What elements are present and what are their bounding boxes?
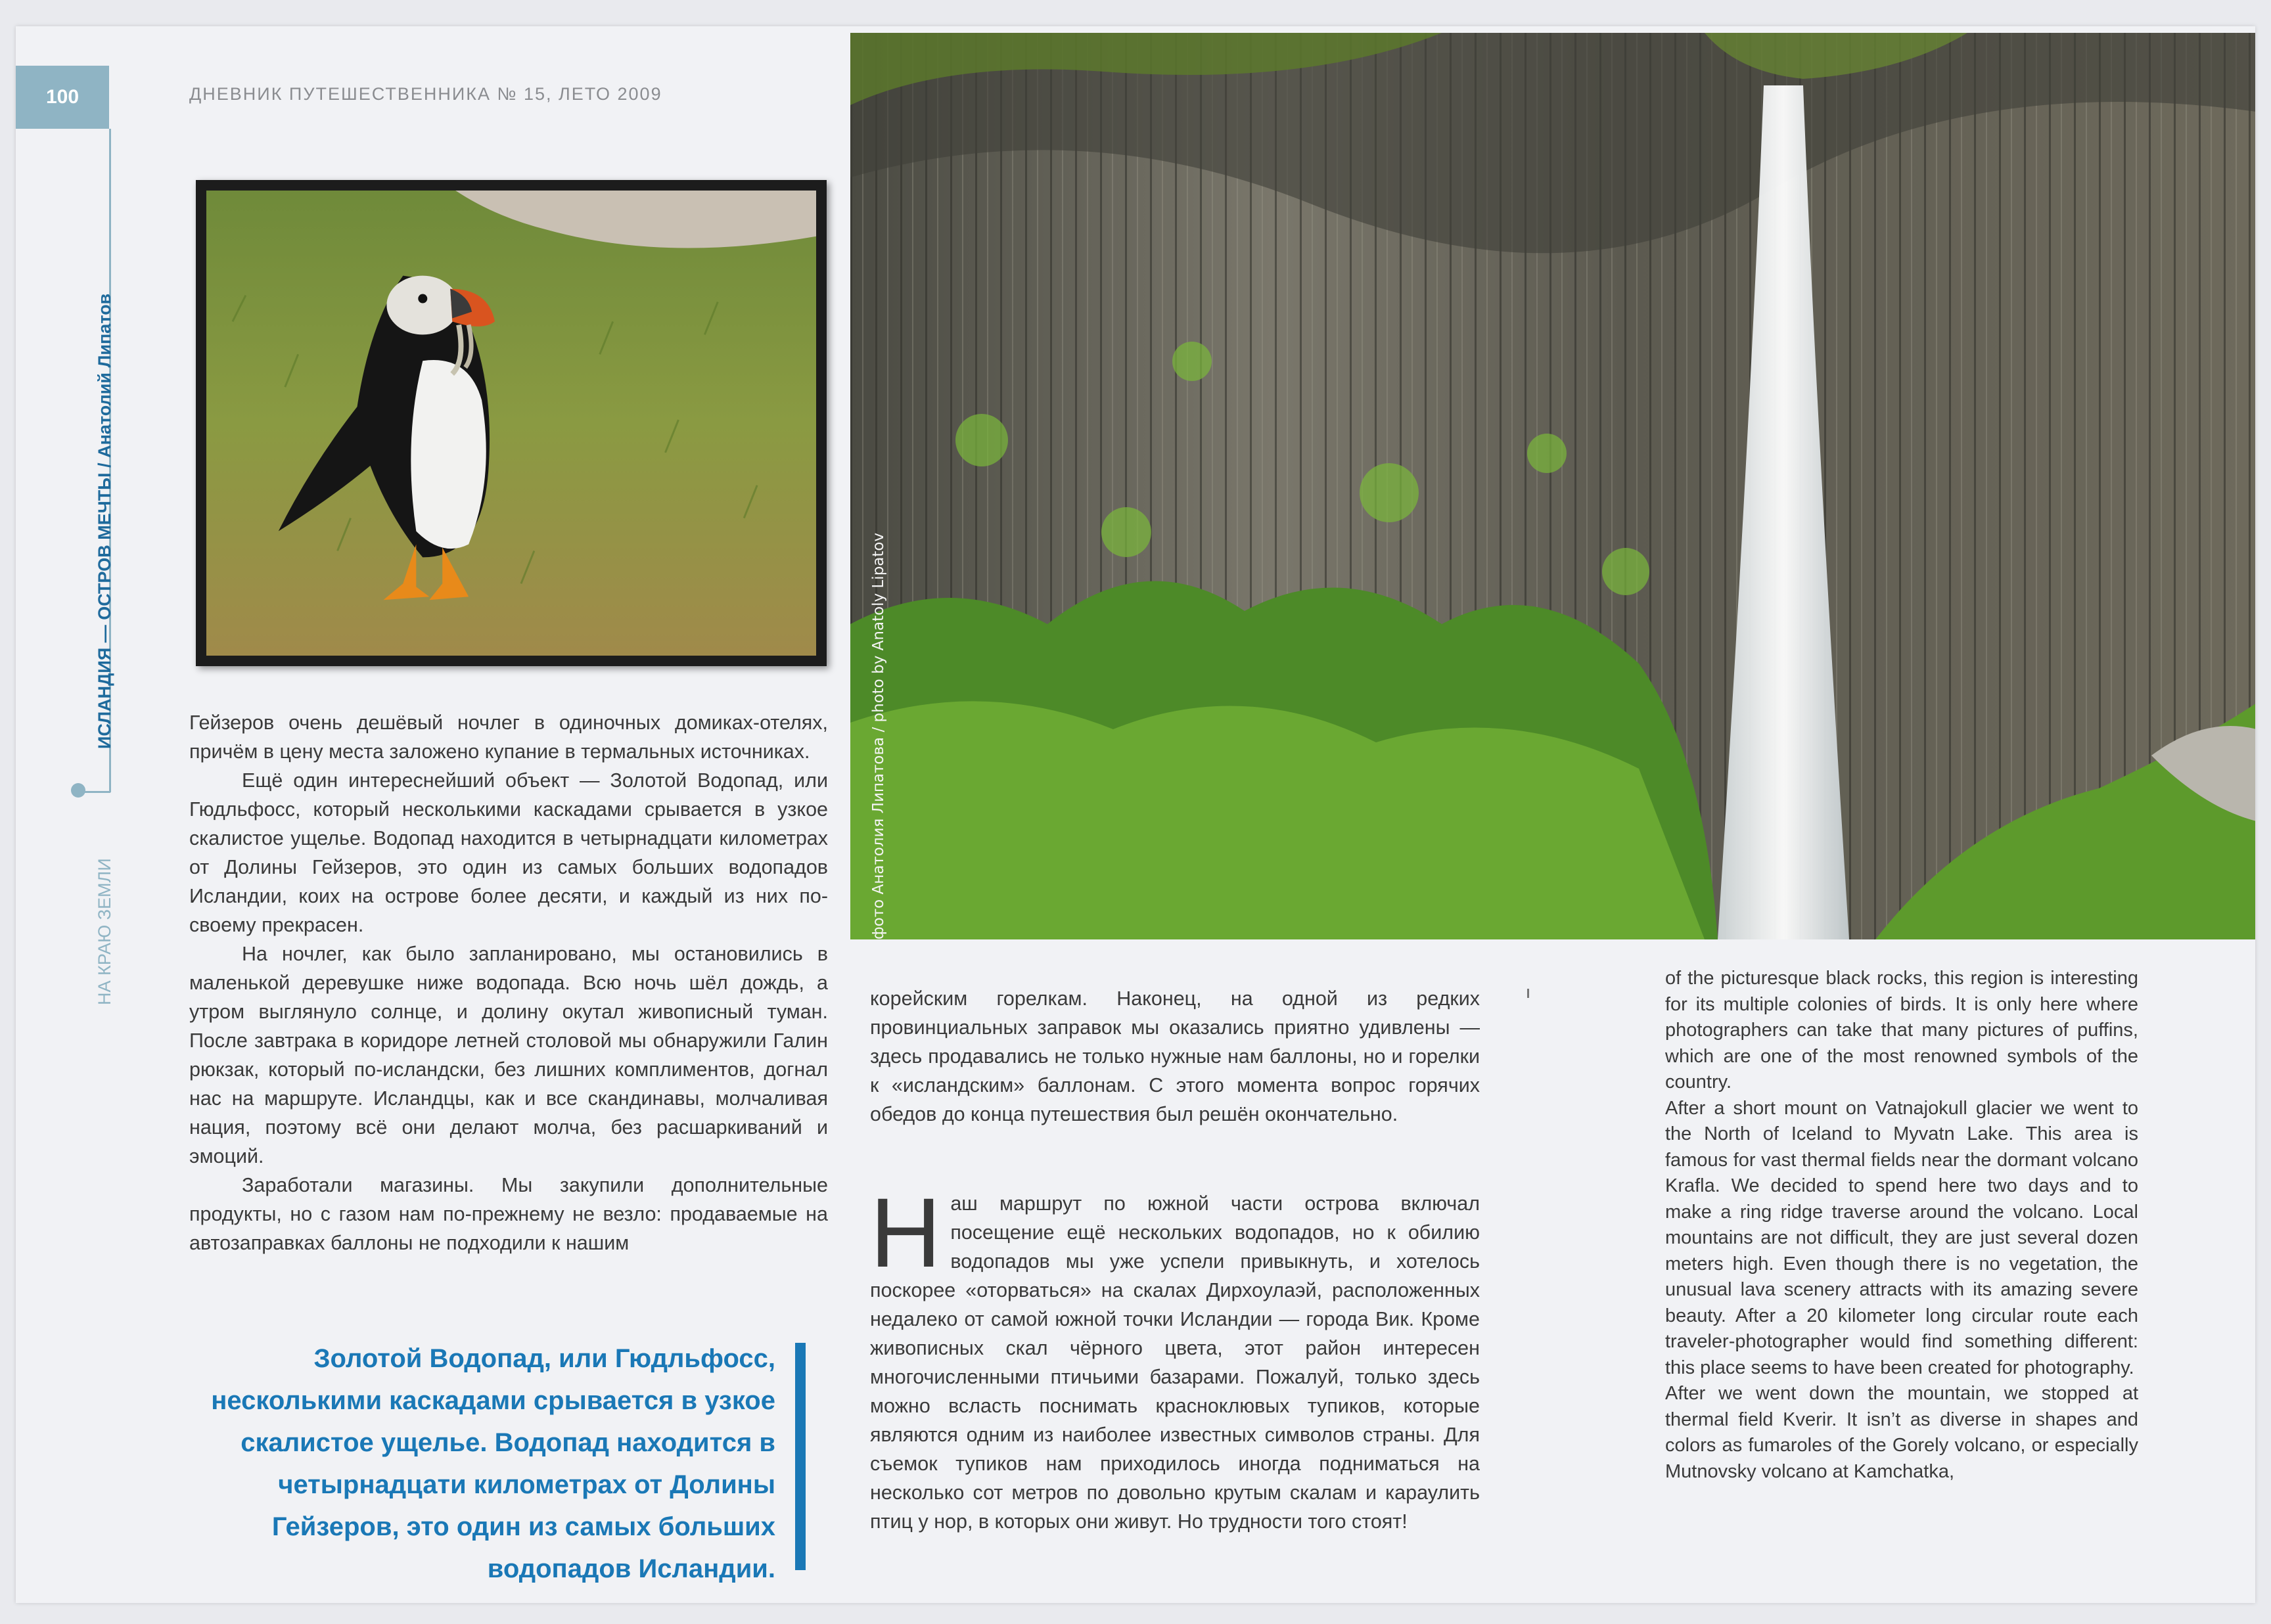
text-column-1 [189, 708, 828, 1257]
divider-mark [1527, 989, 1529, 998]
text-column-2-continued [870, 1177, 1480, 1536]
paragraph: After we went down the mountain, we stopped at thermal field Kverir. It isn’t as diverse in shapes and colors as fumaroles of the Gorely volcano, or especially Mutnovsky volcano at Kamchatka, [1665, 1383, 2138, 1482]
paragraph: Ещё один интереснейший объект — Золотой Водопад, или Гюдльфосс, который несколькими каскадами срывается в узкое скалистое ущелье. Водопад находится в четырнадцати километрах от Долины Гейзеров, это один из самых больших водопадов Исландии, коих на острове более десяти, и каждый из них по-своему прекрасен. [189, 769, 828, 936]
magazine-page [16, 26, 2255, 1603]
page-number: 100 [16, 66, 109, 129]
text-column-2 [870, 984, 1480, 1129]
paragraph: Заработали магазины. Мы закупили дополнительные продукты, но с газом нам по-прежнему не везло: продаваемые на автозаправках баллоны не подходили к нашим [189, 1174, 828, 1254]
article-title-vertical: ИСЛАНДИЯ — ОСТРОВ МЕЧТЫ / Анатолий Липатов [95, 293, 114, 749]
waterfall-photo [850, 33, 2255, 939]
paragraph: Гейзеров очень дешёвый ночлег в одиночных домиках-отелях, причём в цену места заложено купание в термальных источниках. [189, 711, 828, 763]
photo-credit: фото Анатолия Липатова / photo by Anatoly Lipatov [870, 532, 887, 939]
section-title-vertical: НА КРАЮ ЗЕМЛИ [95, 858, 114, 1005]
pull-quote: Золотой Водопад, или Гюдльфосс, несколькими каскадами срывается в узкое скалистое ущелье. Водопад находится в четырнадцати километрах от Долины Гейзеров, это один из самых больших водопадов Исландии. [211, 1344, 775, 1583]
paragraph: of the picturesque black rocks, this region is interesting for its multiple colonies of birds. It is only here where photographers can take that many pictures of puffins, which are one of the most renowned symbols of the country. [1665, 968, 2138, 1093]
drop-cap: Н [870, 1177, 942, 1288]
running-header: ДНЕВНИК ПУТЕШЕСТВЕННИКА № 15, ЛЕТО 2009 [189, 84, 662, 104]
paragraph: аш маршрут по южной части острова включал посещение ещё нескольких водопадов, но к обилию водопадов мы уже успели привыкнуть, и хотелось поскорее «оторваться» на скалах Дирхоулаэй, расположенных недалеко от самой южной точки Исландии — города Вик. Кроме живописных скал чёрного цвета, этот район интересен многочисленными птичьими базарами. Пожалуй, только здесь можно всласть поснимать красноклювых тупиков, которые являются одним из наиболее известных символов страны. Для съемок тупиков нам приходилось иногда подниматься на несколько сот метров по довольно крутым скалам и караулить птиц у нор, в которых они живут. Но трудности того стоят! [870, 1192, 1480, 1533]
paragraph: After a short mount on Vatnajokull glacier we went to the North of Iceland to Myvatn Lake. This area is famous for vast thermal fields near the dormant volcano Krafla. We decided to spend here two days and to make a ring ridge traverse around the volcano. Local mountains are not difficult, they are just several dozen meters high. Even though there is no vegetation, the unusual lava scenery attracts with its amazing severe beauty. After a 20 kilometer long circular route each traveler-photographer would find something different: this place seems to have been created for photography. [1665, 1097, 2138, 1378]
paragraph: корейским горелкам. Наконец, на одной из редких провинциальных заправок мы оказались приятно удивлены — здесь продавались не только нужные нам баллоны, но и горелки к «исландским» баллонам. С этого момента вопрос горячих обедов до конца путешествия был решён окончательно. [870, 987, 1480, 1125]
paragraph: На ночлег, как было запланировано, мы остановились в маленькой деревушке ниже водопада. Всю ночь шёл дождь, а утром выглянуло солнце, и долину окутал живописный туман. После завтрака в коридоре летней столовой мы обнаружили Галин рюкзак, который по-исландски, без лишних комплиментов, догнал нас на маршруте. Исландцы, как и все скандинавы, молчаливая нация, поэтому всё они делают молча, без расшаркиваний и эмоций. [189, 943, 828, 1167]
pull-quote-bar [795, 1343, 806, 1570]
text-column-3 [1665, 966, 2138, 1485]
puffin-photo [196, 180, 827, 666]
sidebar-dot [71, 783, 85, 798]
